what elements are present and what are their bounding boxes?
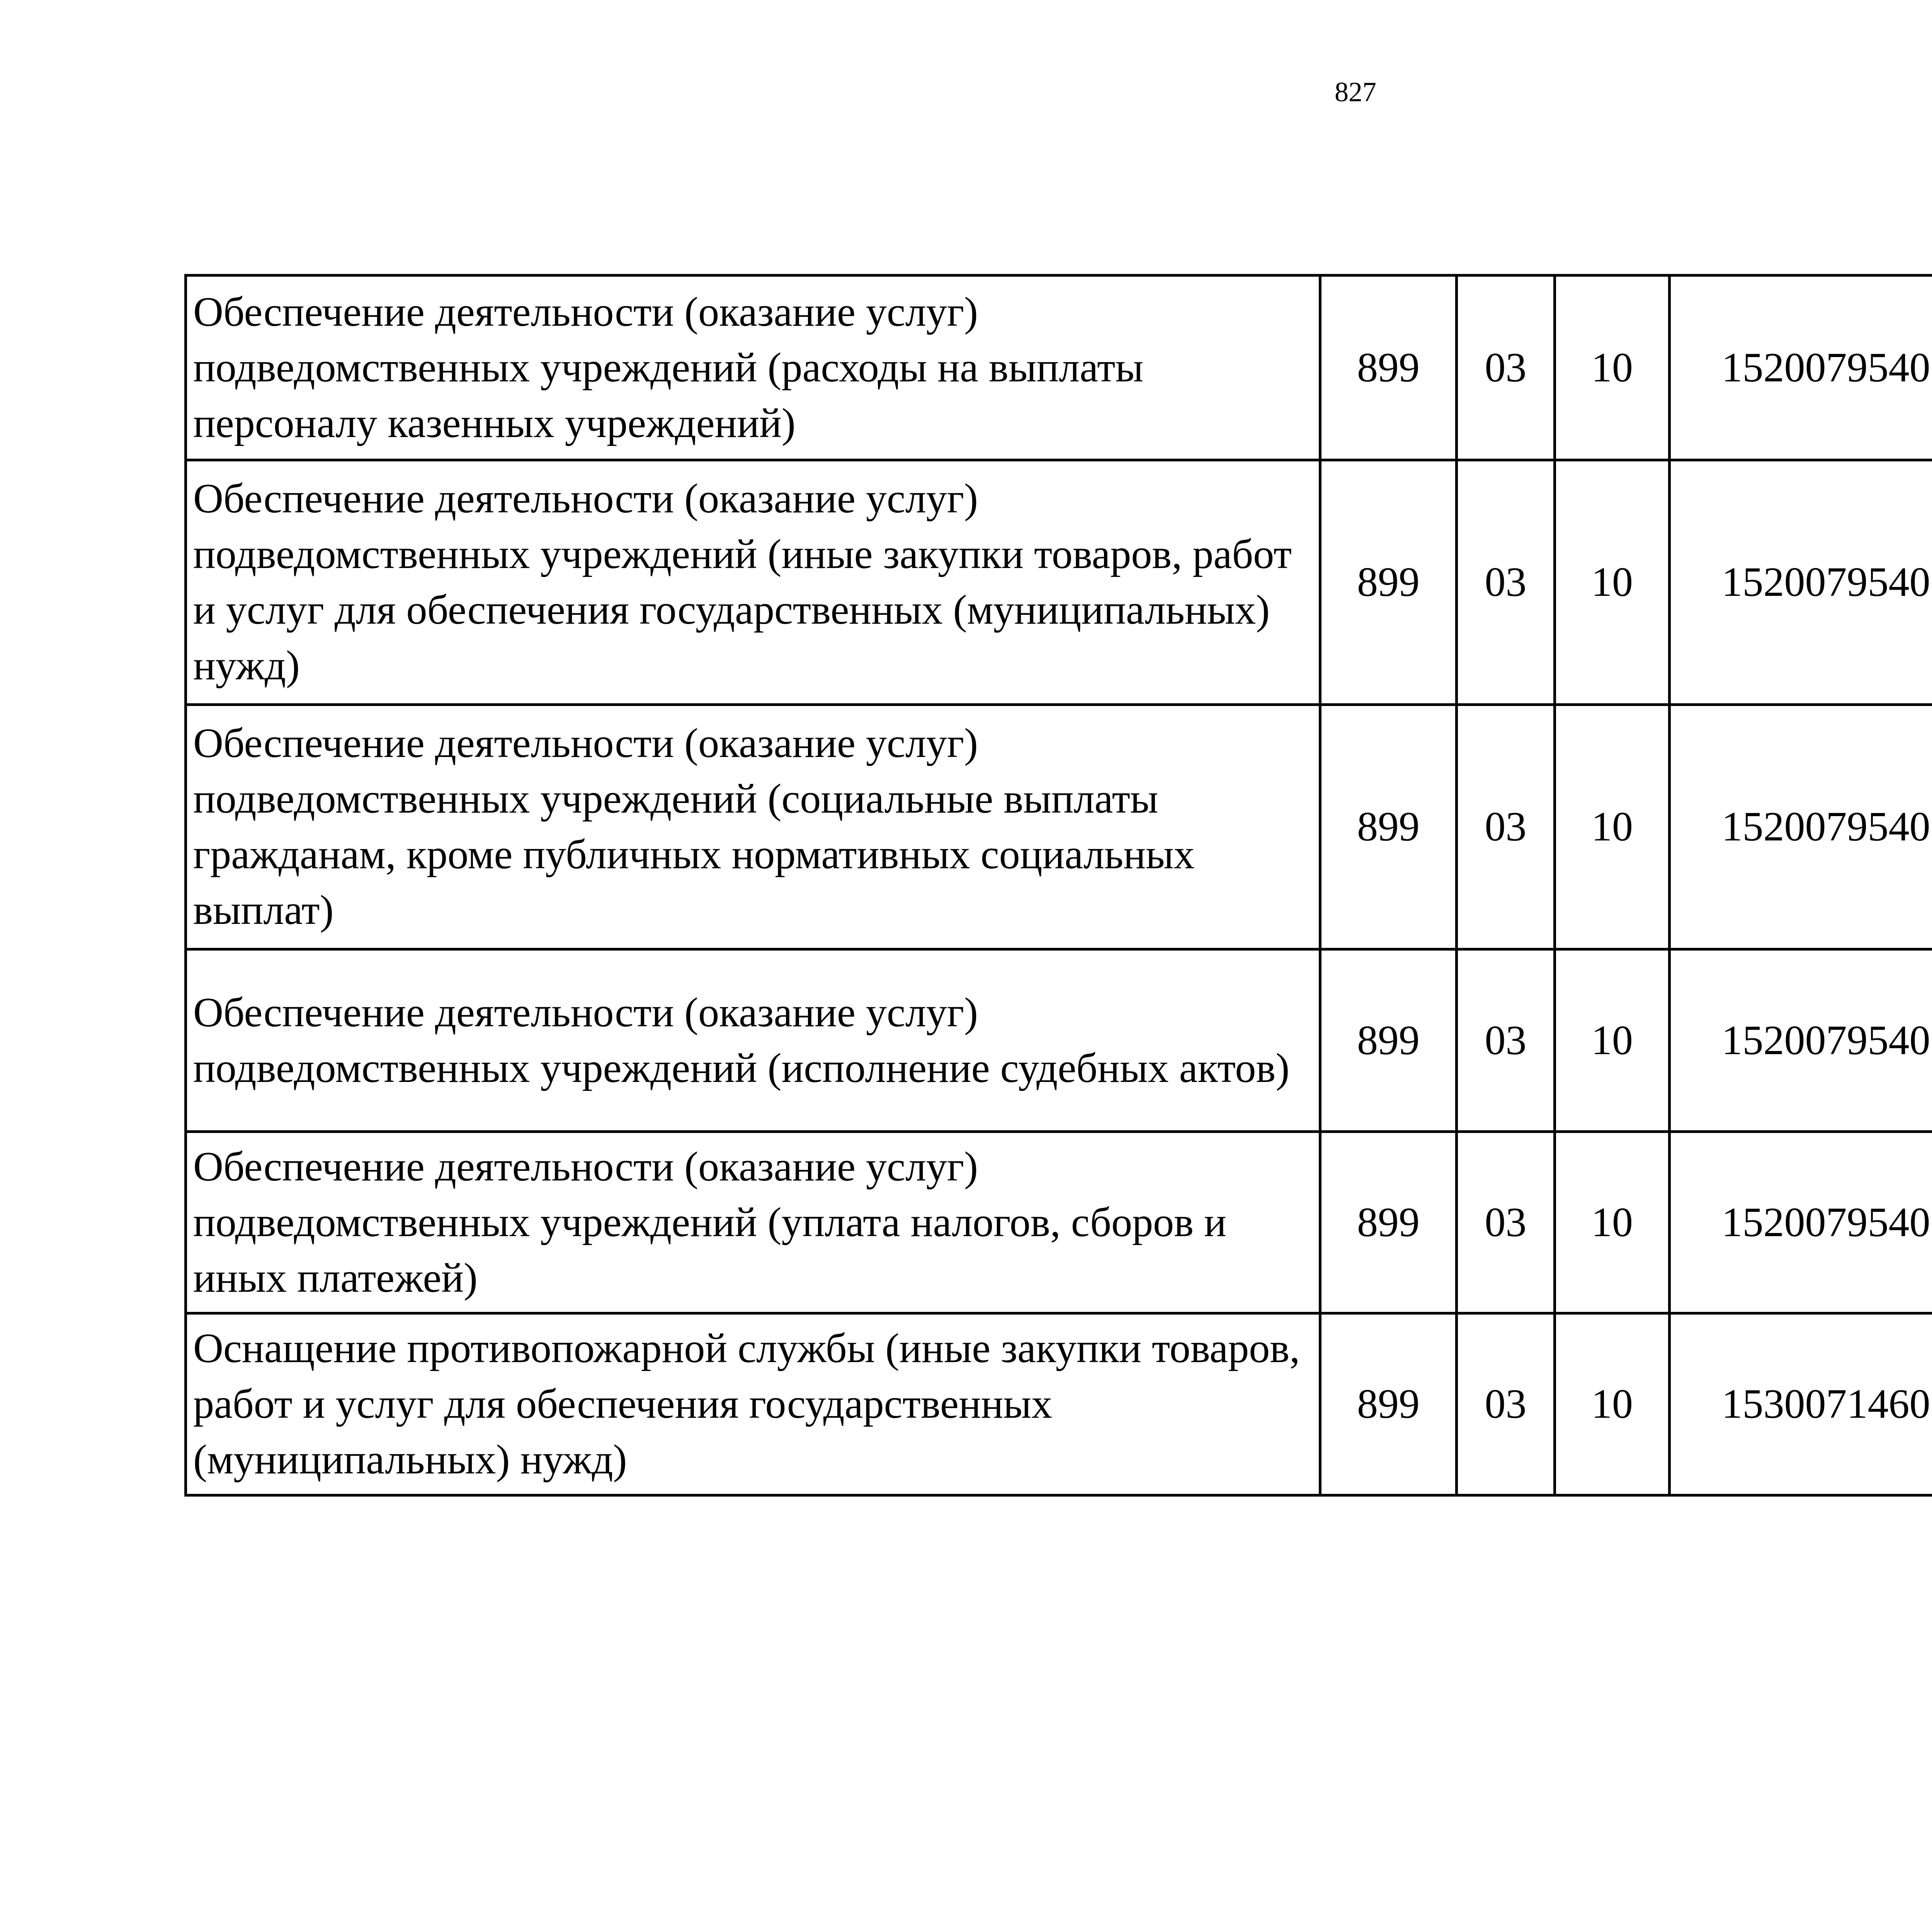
target-article-cell: 1520079540 [1670, 460, 1932, 705]
target-article-cell: 1520079540 [1670, 705, 1932, 949]
table-row [186, 1132, 1932, 1313]
ministry-code-cell: 899 [1320, 1132, 1457, 1313]
subsection-code-cell: 10 [1555, 276, 1670, 460]
target-article-cell: 1520079540 [1670, 949, 1932, 1132]
section-code-cell: 03 [1457, 460, 1555, 705]
expense-name-cell: Обеспечение деятельности (оказание услуг) подведомственных учреждений (расходы на выплаты персоналу казенных учреждений) [186, 276, 1320, 460]
table-row [186, 1313, 1932, 1495]
ministry-code-cell: 899 [1320, 705, 1457, 949]
expense-name-cell: Обеспечение деятельности (оказание услуг) подведомственных учреждений (социальные выплаты гражданам, кроме публичных нормативных социальных выплат) [186, 705, 1320, 949]
subsection-code-cell: 10 [1555, 460, 1670, 705]
target-article-cell: 1530071460 [1670, 1313, 1932, 1495]
subsection-code-cell: 10 [1555, 1132, 1670, 1313]
table-row [186, 460, 1932, 705]
expense-name-cell: Оснащение противопожарной службы (иные закупки товаров, работ и услуг для обеспечения государственных (муниципальных) нужд) [186, 1313, 1320, 1495]
ministry-code-cell: 899 [1320, 276, 1457, 460]
section-code-cell: 03 [1457, 1132, 1555, 1313]
budget-table [184, 274, 1932, 1497]
subsection-code-cell: 10 [1555, 1313, 1670, 1495]
subsection-code-cell: 10 [1555, 949, 1670, 1132]
ministry-code-cell: 899 [1320, 949, 1457, 1132]
section-code-cell: 03 [1457, 276, 1555, 460]
target-article-cell: 1520079540 [1670, 1132, 1932, 1313]
table-row [186, 949, 1932, 1132]
section-code-cell: 03 [1457, 949, 1555, 1132]
expense-name-cell: Обеспечение деятельности (оказание услуг) подведомственных учреждений (иные закупки товаров, работ и услуг для обеспечения государственных (муниципальных) нужд) [186, 460, 1320, 705]
section-code-cell: 03 [1457, 705, 1555, 949]
section-code-cell: 03 [1457, 1313, 1555, 1495]
subsection-code-cell: 10 [1555, 705, 1670, 949]
target-article-cell: 1520079540 [1670, 276, 1932, 460]
ministry-code-cell: 899 [1320, 1313, 1457, 1495]
page-number: 827 [1335, 77, 1376, 107]
expense-name-cell: Обеспечение деятельности (оказание услуг) подведомственных учреждений (исполнение судебных актов) [186, 949, 1320, 1132]
ministry-code-cell: 899 [1320, 460, 1457, 705]
expense-name-cell: Обеспечение деятельности (оказание услуг) подведомственных учреждений (уплата налогов, сборов и иных платежей) [186, 1132, 1320, 1313]
table-row [186, 276, 1932, 460]
table-row [186, 705, 1932, 949]
